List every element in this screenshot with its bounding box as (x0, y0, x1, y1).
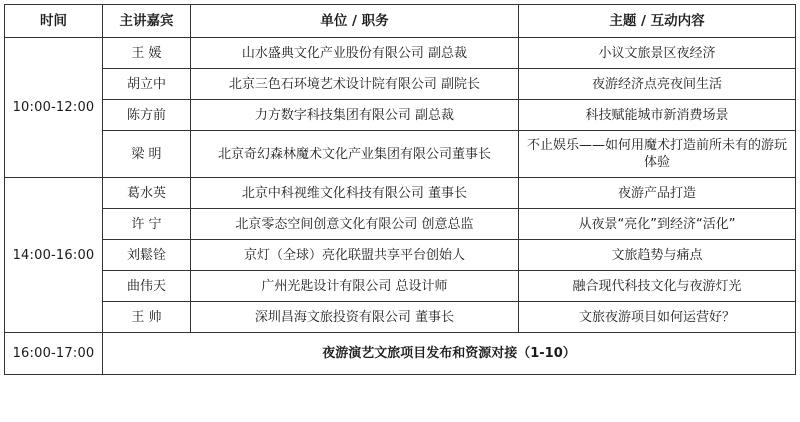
header-speaker: 主讲嘉宾 (103, 5, 191, 38)
speaker-cell: 王 帅 (103, 302, 191, 333)
session-time-morning: 10:00-12:00 (5, 38, 103, 178)
topic-cell: 文旅夜游项目如何运营好？ (519, 302, 796, 333)
table-row (5, 271, 796, 302)
topic-cell: 小议文旅景区夜经济 (519, 38, 796, 69)
org-cell: 京灯（全球）亮化联盟共享平台创始人 (191, 240, 519, 271)
session-time-closing: 16:00-17:00 (5, 333, 103, 375)
topic-cell: 夜游经济点亮夜间生活 (519, 69, 796, 100)
org-cell: 力方数字科技集团有限公司 副总裁 (191, 100, 519, 131)
table-row (5, 38, 796, 69)
org-cell: 北京中科视维文化科技有限公司 董事长 (191, 178, 519, 209)
topic-cell: 科技赋能城市新消费场景 (519, 100, 796, 131)
header-topic: 主题 / 互动内容 (519, 5, 796, 38)
speaker-cell: 许 宁 (103, 209, 191, 240)
speaker-cell: 曲伟天 (103, 271, 191, 302)
header-time: 时间 (5, 5, 103, 38)
topic-cell: 夜游产品打造 (519, 178, 796, 209)
table-row (5, 100, 796, 131)
table-row (5, 240, 796, 271)
table-row (5, 178, 796, 209)
table-row (5, 131, 796, 178)
table-row (5, 209, 796, 240)
org-cell: 深圳昌海文旅投资有限公司 董事长 (191, 302, 519, 333)
header-row (5, 5, 796, 38)
speaker-cell: 刘鬆铨 (103, 240, 191, 271)
org-cell: 山水盛典文化产业股份有限公司 副总裁 (191, 38, 519, 69)
speaker-cell: 胡立中 (103, 69, 191, 100)
org-cell: 广州光匙设计有限公司 总设计师 (191, 271, 519, 302)
topic-cell: 融合现代科技文化与夜游灯光 (519, 271, 796, 302)
org-cell: 北京零态空间创意文化有限公司 创意总监 (191, 209, 519, 240)
org-cell: 北京奇幻森林魔术文化产业集团有限公司董事长 (191, 131, 519, 178)
org-cell: 北京三色石环境艺术设计院有限公司 副院长 (191, 69, 519, 100)
table-row (5, 302, 796, 333)
topic-cell: 从夜景“亮化”到经济“活化” (519, 209, 796, 240)
schedule-table (4, 4, 796, 375)
speaker-cell: 王 媛 (103, 38, 191, 69)
topic-cell: 文旅趋势与痛点 (519, 240, 796, 271)
topic-cell: 不止娱乐——如何用魔术打造前所未有的游玩体验 (519, 131, 796, 178)
table-row (5, 69, 796, 100)
session-time-afternoon: 14:00-16:00 (5, 178, 103, 333)
speaker-cell: 梁 明 (103, 131, 191, 178)
speaker-cell: 葛水英 (103, 178, 191, 209)
header-org: 单位 / 职务 (191, 5, 519, 38)
table-row (5, 333, 796, 375)
speaker-cell: 陈方前 (103, 100, 191, 131)
closing-summary: 夜游演艺文旅项目发布和资源对接（1-10） (103, 333, 796, 375)
